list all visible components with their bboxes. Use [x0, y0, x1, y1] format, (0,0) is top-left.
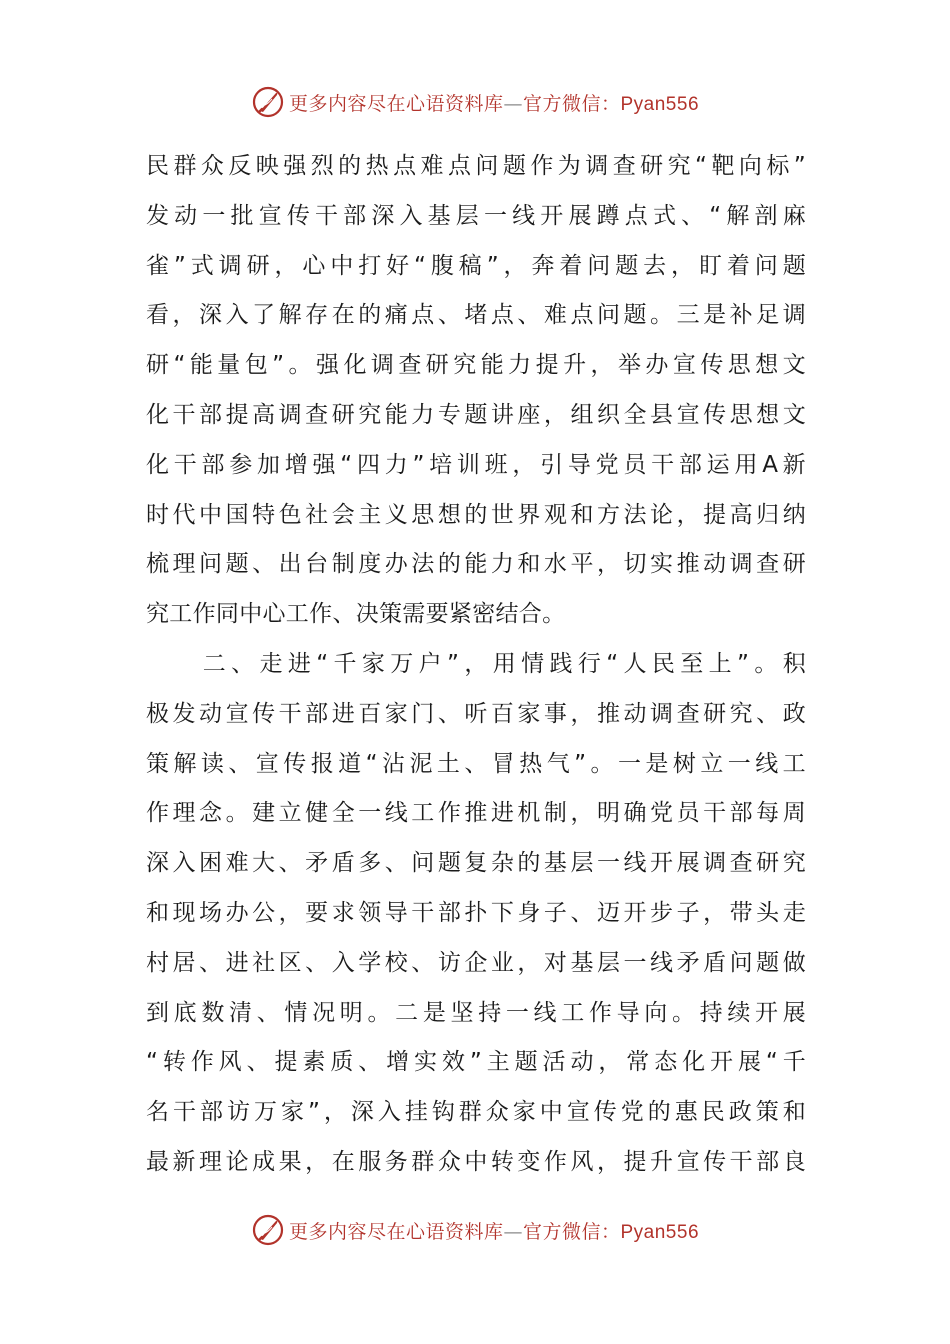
banner-text	[289, 89, 699, 116]
body-line: 发动一批宣传干部深入基层一线开展蹲点式、“解剖麻	[146, 202, 806, 229]
body-line: 看，深入了解存在的痛点、堵点、难点问题。三是补足调	[146, 302, 806, 329]
body-line: 最新理论成果，在服务群众中转变作风，提升宣传干部良	[146, 1148, 806, 1175]
body-line: “转作风、提素质、增实效”主题活动，常态化开展“千	[146, 1049, 806, 1076]
body-line: 梳理问题、出台制度办法的能力和水平，切实推动调查研	[146, 551, 806, 578]
body-line: 和现场办公，要求领导干部扑下身子、迈开步子，带头走	[146, 899, 806, 926]
body-line: 民群众反映强烈的热点难点问题作为调查研究“靶向标”	[146, 153, 806, 179]
body-line: 雀”式调研，心中打好“腹稿”，奔着问题去，盯着问题	[146, 252, 806, 279]
body-line: 深入困难大、矛盾多、问题复杂的基层一线开展调查研究	[146, 850, 806, 877]
body-line: 化干部参加增强“四力”培训班，引导党员干部运用A新	[146, 451, 806, 478]
document-body	[146, 142, 806, 1188]
body-line: 极发动宣传干部进百家门、听百家事，推动调查研究、政	[146, 700, 806, 727]
header-watermark-banner	[0, 82, 950, 122]
body-line: 策解读、宣传报道“沾泥土、冒热气”。一是树立一线工	[146, 750, 806, 777]
banner-dash: —	[503, 1220, 523, 1243]
body-line: 名干部访万家”，深入挂钩群众家中宣传党的惠民政策和	[146, 1099, 806, 1126]
body-line: 到底数清、情况明。二是坚持一线工作导向。持续开展	[146, 999, 806, 1026]
banner-wechat-id: Pyan556	[620, 1221, 700, 1243]
banner-wechat-label: 官方微信：	[522, 92, 621, 115]
banner-dash: —	[503, 92, 523, 115]
banner-wechat-id: Pyan556	[620, 93, 700, 115]
body-line: 时代中国特色社会主义思想的世界观和方法论，提高归纳	[146, 501, 806, 528]
banner-inner	[251, 1213, 699, 1247]
quill-pen-logo-icon	[251, 1213, 285, 1247]
banner-text	[289, 1217, 699, 1244]
footer-watermark-banner	[0, 1210, 950, 1250]
body-line: 作理念。建立健全一线工作推进机制，明确党员干部每周	[146, 800, 806, 827]
body-line: 究工作同中心工作、决策需要紧密结合。	[146, 601, 566, 628]
banner-inner	[251, 85, 699, 119]
body-line: 二、走进“千家万户”，用情践行“人民至上”。积	[146, 650, 806, 677]
banner-wechat-label: 官方微信：	[522, 1220, 621, 1243]
banner-main-text: 更多内容尽在心语资料库	[288, 92, 504, 115]
banner-main-text: 更多内容尽在心语资料库	[288, 1220, 504, 1243]
quill-pen-logo-icon	[251, 85, 285, 119]
body-line: 村居、进社区、入学校、访企业，对基层一线矛盾问题做	[146, 949, 806, 976]
body-line: 化干部提高调查研究能力专题讲座，组织全县宣传思想文	[146, 401, 806, 428]
body-line: 研“能量包”。强化调查研究能力提升，举办宣传思想文	[146, 352, 806, 379]
